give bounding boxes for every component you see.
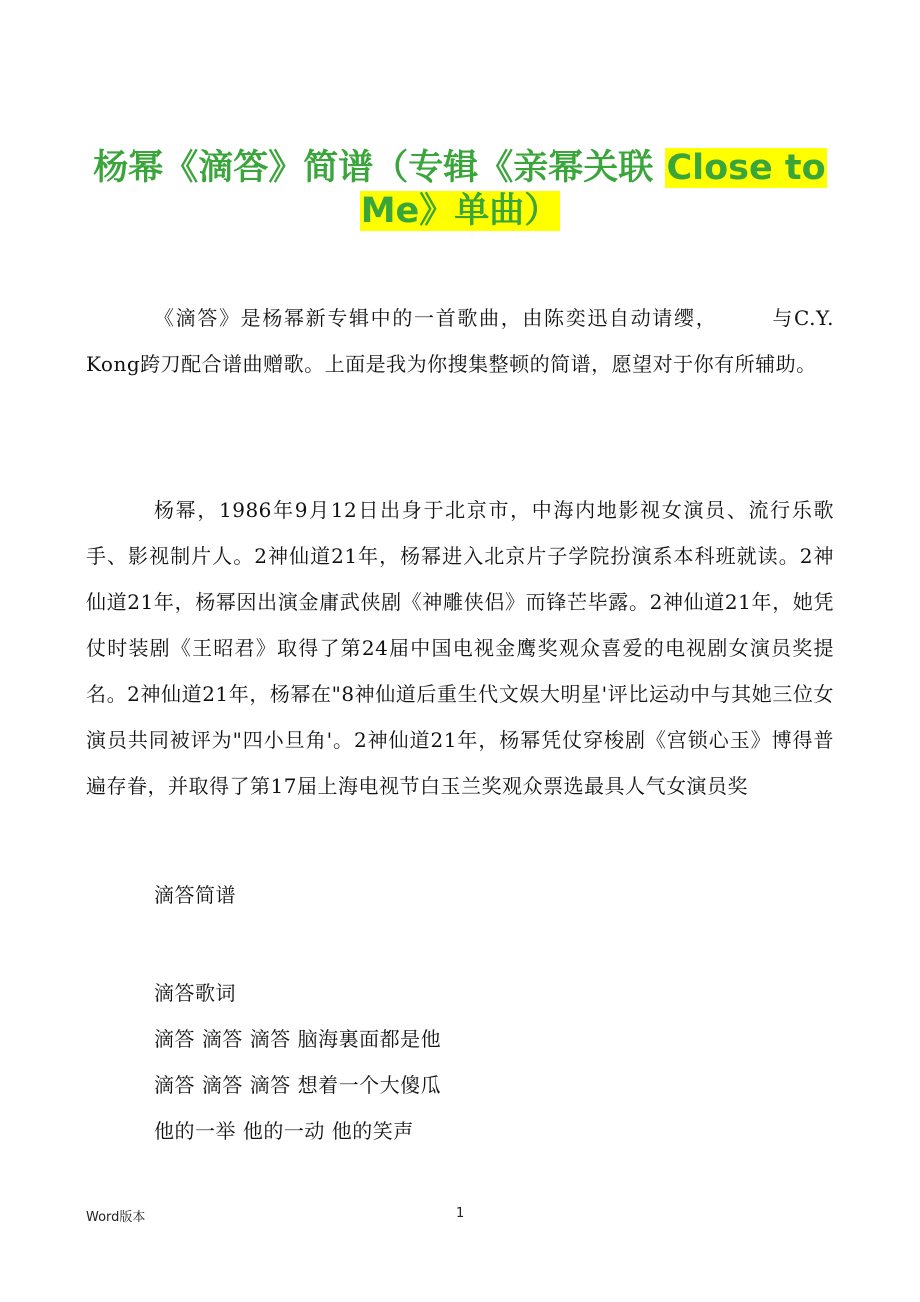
lyric-line: 滴答 滴答 滴答 脑海裏面都是他 [154, 1027, 442, 1051]
lyric-line: 他的一举 他的一动 他的笑声 [154, 1119, 414, 1143]
title-plain-text: 杨幂《滴答》简谱（专辑《亲幂关联 [93, 148, 666, 188]
title-highlight-text-2: Me》单曲） [360, 191, 560, 231]
score-heading: 滴答简谱 [154, 883, 236, 907]
lyrics-heading: 滴答歌词 [154, 981, 236, 1005]
intro-paragraph: 《滴答》是杨幂新专辑中的一首歌曲，由陈奕迅自动请缨， 与C.Y. Kong跨刀配合谱曲赠歌。上面是我为你搜集整顿的简谱，愿望对于你有所辅助。 [86, 306, 855, 376]
lyric-line: 滴答 滴答 滴答 想着一个大傻瓜 [154, 1073, 442, 1097]
title-highlight-text: Close to [666, 148, 826, 188]
document-title-line-1 [80, 145, 840, 191]
footer-page-number: 1 [456, 1206, 465, 1221]
document-title-line-2 [80, 188, 840, 234]
bio-paragraph: 杨幂，1986年9月12日出身于北京市，中海内地影视女演员、流行乐歌手、影视制片人。2神仙道21年，杨幂进入北京片子学院扮演系本科班就读。2神仙道21年，杨幂因出演金庸武侠剧《神雕侠侣》而锋芒毕露。2神仙道21年，她凭仗时装剧《王昭君》取得了第24届中国电视金鹰奖观众喜爱的电视剧女演员奖提名。2神仙道21年，杨幂在"8神仙道后重生代文娱大明星'评比运动中与其她三位女演员共同被评为"四小旦角'。2神仙道21年，杨幂凭仗穿梭剧《宫锁心玉》博得普遍存眷，并取得了第17届上海电视节白玉兰奖观众票选最具人气女演员奖 [86, 498, 834, 798]
footer-version-label: Word版本 [86, 1210, 146, 1225]
